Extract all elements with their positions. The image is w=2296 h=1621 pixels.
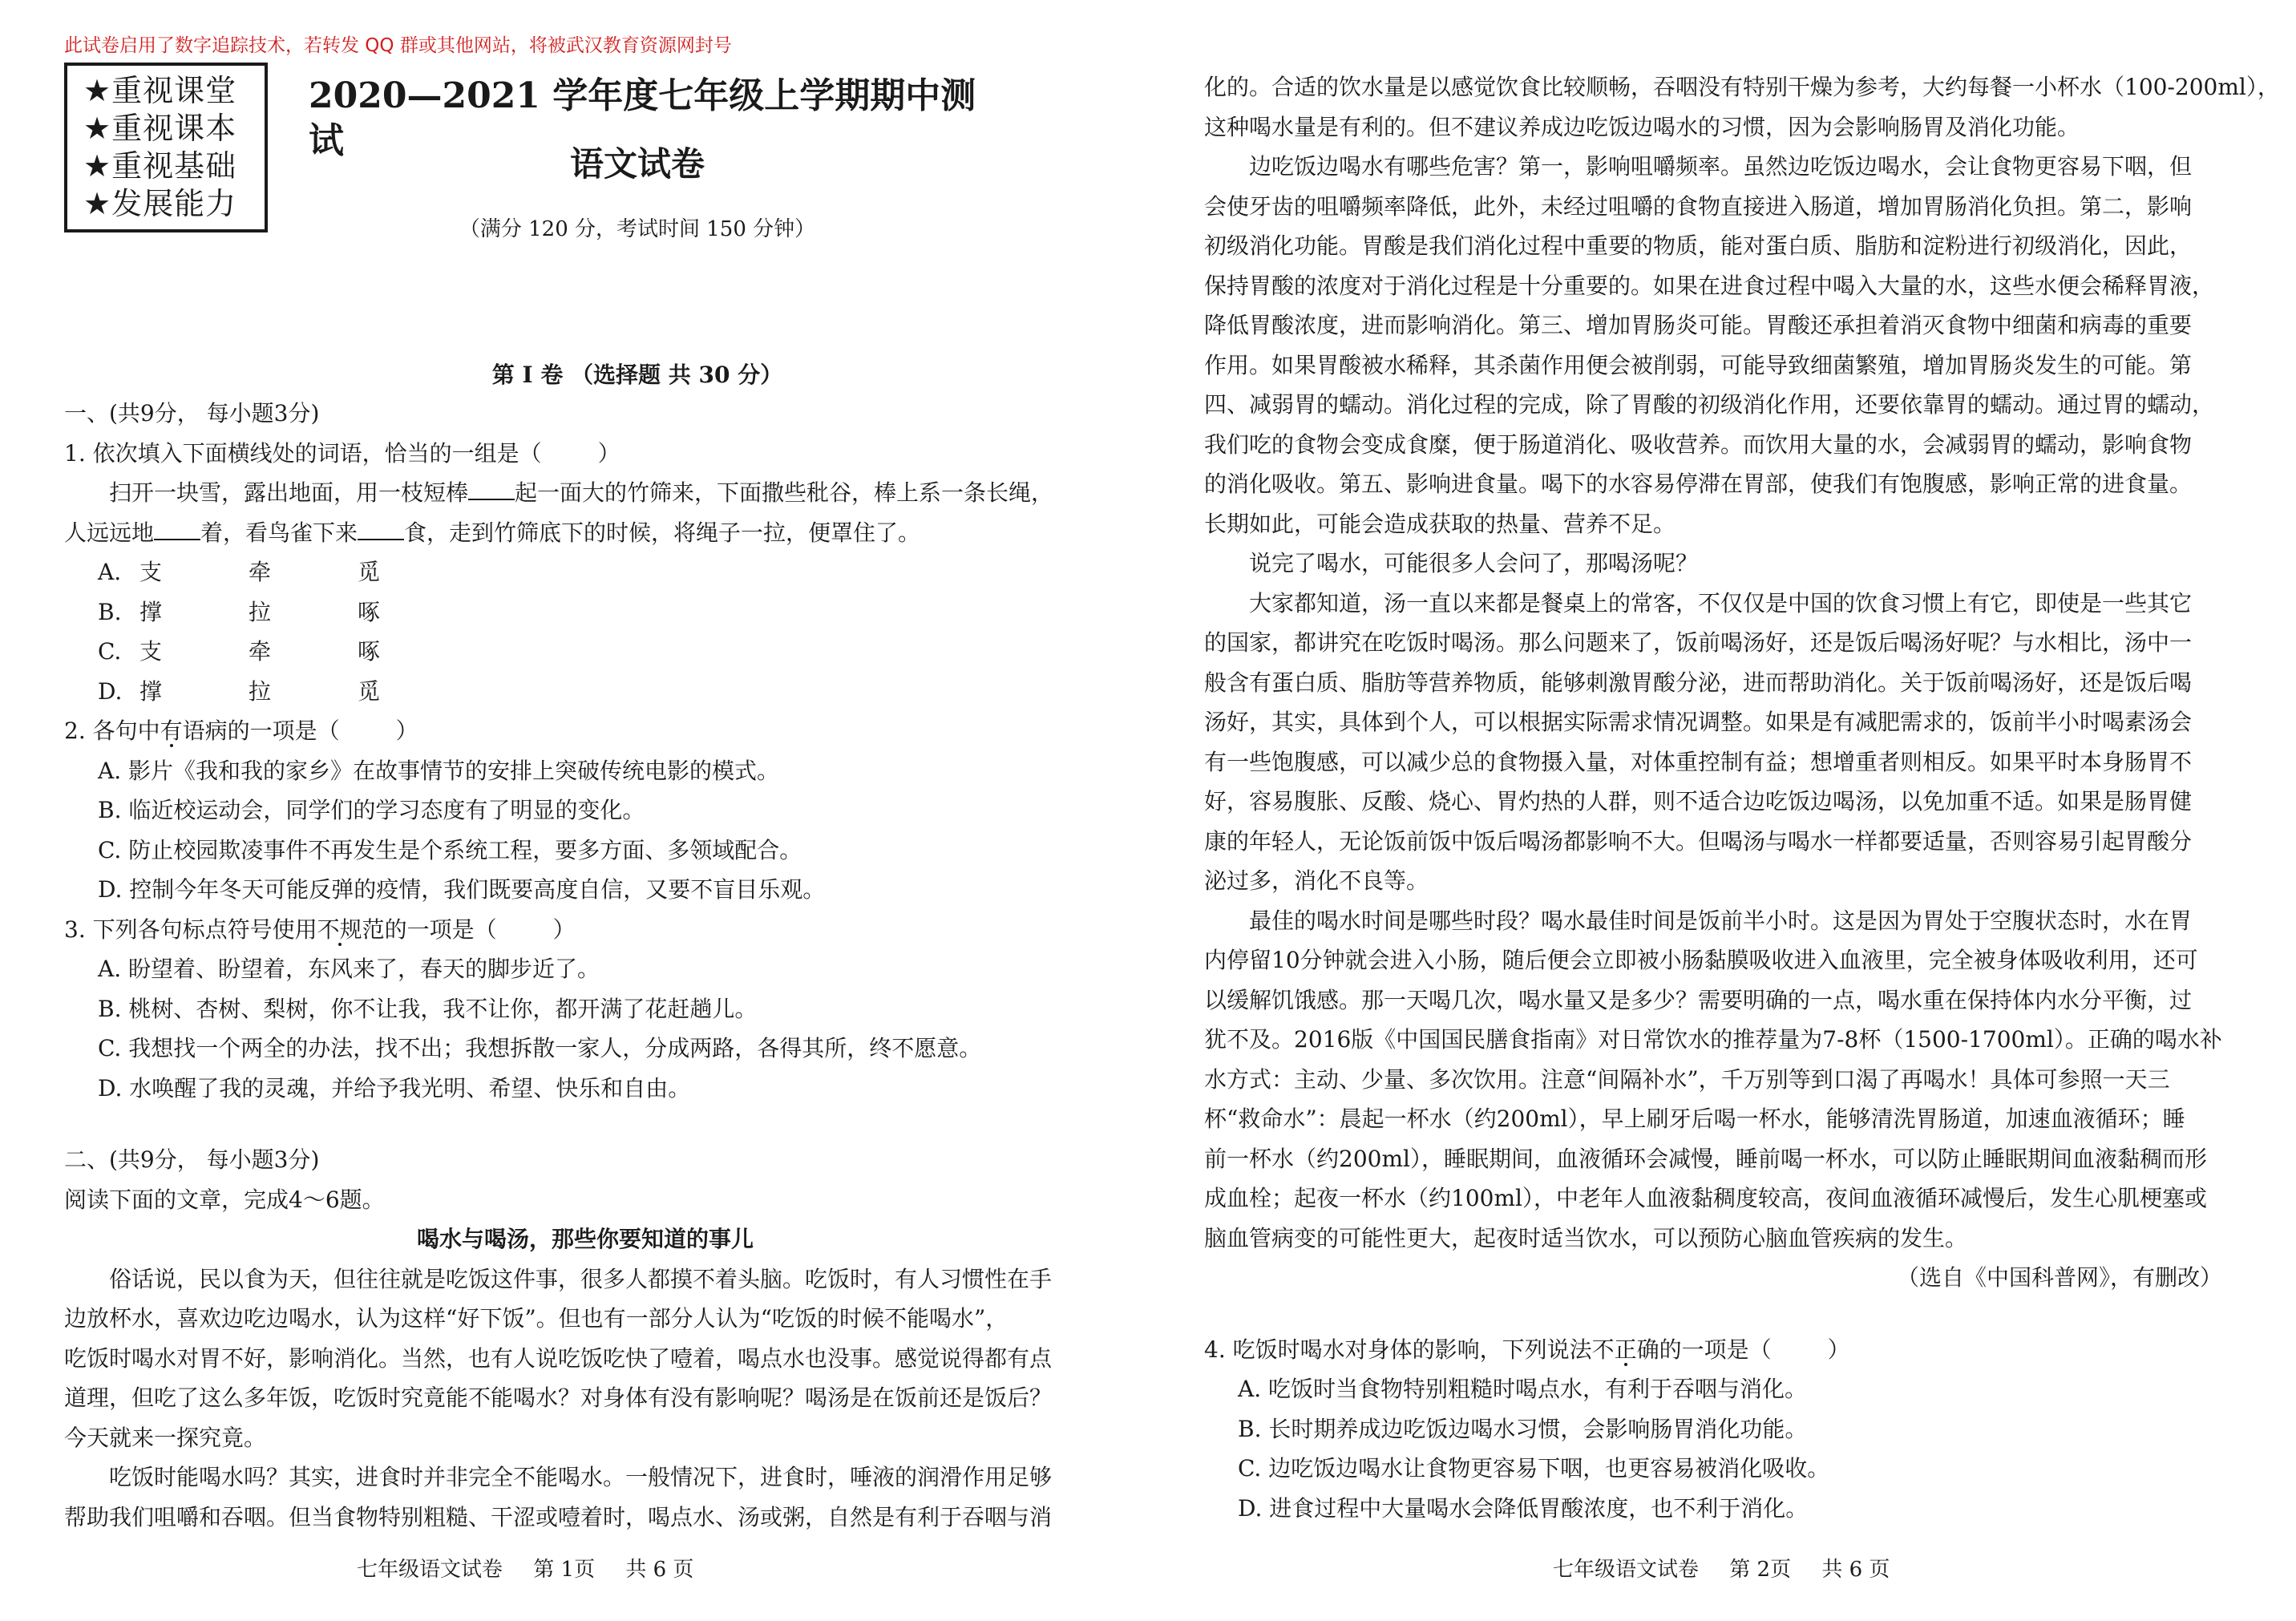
answer-blank: [154, 518, 200, 540]
exam-title: 2020—2021 学年度七年级上学期期中测试: [309, 75, 976, 161]
article-line: 吃饭时能喝水吗？其实，进食时并非完全不能喝水。一般情况下，进食时，唾液的润滑作用足够: [109, 1464, 1053, 1490]
article-line: 最佳的喝水时间是哪些时段？喝水最佳时间是饭前半小时。这是因为胃处于空腹状态时，水在胃: [1249, 907, 2193, 934]
answer-blank: [468, 478, 515, 500]
motto-line: ★重视课本: [83, 111, 237, 146]
option-b: B. 长时期养成边吃饭边喝水习惯，会影响肠胃消化功能。: [1238, 1415, 1808, 1442]
option-c: C. 防止校园欺凌事件不再发生是个系统工程，要多方面、多领域配合。: [98, 836, 802, 863]
option-a: A. 影片《我和我的家乡》在故事情节的安排上突破传统电影的模式。: [98, 757, 780, 784]
motto-line: ★重视课堂: [83, 73, 237, 108]
article-line: 以缓解饥饿感。那一天喝几次，喝水量又是多少？需要明确的一点，喝水重在保持体内水分平衡，过: [1204, 986, 2193, 1013]
question-stem-1: 1. 依次填入下面横线处的词语，恰当的一组是（ ）: [64, 439, 620, 467]
article-line: 康的年轻人，无论饭前饭中饭后喝汤都影响不大。但喝汤与喝水一样都要适量，否则容易引起胃酸分: [1204, 827, 2193, 855]
article-line: 般含有蛋白质、脂肪等营养物质，能够刺激胃酸分泌，进而帮助消化。关于饭前喝汤好，还是饭后喝: [1204, 669, 2193, 696]
motto-line: ★发展能力: [83, 186, 237, 221]
option-c: C. 支 牵 啄: [98, 638, 381, 665]
article-line: 吃饭时喝水对胃不好，影响消化。当然，也有人说吃饭吃快了噎着，喝点水也没事。感觉说得都有点: [64, 1344, 1053, 1372]
article-line: 今天就来一探究竟。: [64, 1424, 267, 1451]
article-line: 汤好，其实，具体到个人，可以根据实际需求情况调整。如果是有减肥需求的，饭前半小时喝素汤会: [1204, 709, 2193, 735]
page-footer: [357, 1555, 718, 1584]
page-footer: [1553, 1555, 1914, 1584]
article-line: 会使牙齿的咀嚼频率降低，此外，未经过咀嚼的食物直接进入肠道，增加胃肠消化负担。第二，影响: [1204, 192, 2193, 220]
article-line: 作用。如果胃酸被水稀释，其杀菌作用便会被削弱，可能导致细菌繁殖，增加胃肠炎发生的可能。第: [1204, 351, 2193, 378]
option-d: D. 控制今年冬天可能反弹的疫情，我们既要高度自信，又要不盲目乐观。: [98, 876, 826, 903]
part-header: 二、(共9分， 每小题3分): [64, 1146, 320, 1173]
subject-title: 语文试卷: [569, 144, 705, 184]
option-b: B. 临近校运动会，同学们的学习态度有了明显的变化。: [98, 797, 645, 823]
option-c: C. 边吃饭边喝水让食物更容易下咽，也更容易被消化吸收。: [1238, 1455, 1830, 1482]
article-line: 降低胃酸浓度，进而影响消化。第三、增加胃肠炎可能。胃酸还承担着消灭食物中细菌和病毒的重要: [1204, 312, 2193, 338]
article-line: 道理，但吃了这么多年饭，吃饭时究竟能不能喝水？对身体有没有影响呢？喝汤是在饭前还是饭后？: [64, 1385, 1053, 1411]
article-line: 有一些饱腹感，可以减少总的食物摄入量，对体重控制有益；想增重者则相反。如果平时本身肠胃不: [1204, 748, 2193, 775]
option-a: A. 支 牵 觅: [98, 559, 381, 585]
article-line: 脑血管病变的可能性更大，起夜时适当饮水，可以预防心脑血管疾病的发生。: [1204, 1224, 1968, 1251]
article-line: 好，容易腹胀、反酸、烧心、胃灼热的人群，则不适合边吃饭边喝汤，以免加重不适。如果是肠胃健: [1204, 788, 2193, 815]
footer-page: 第 1页: [533, 1558, 596, 1582]
article-line: 杯“救命水”：晨起一杯水（约200ml），早上刷牙后喝一杯水，能够清洗胃肠道，加速血液循环；睡: [1204, 1106, 2185, 1132]
article-line: 大家都知道，汤一直以来都是餐桌上的常客，不仅仅是中国的饮食习惯上有它，即使是一些其它: [1249, 589, 2193, 616]
article-line: 化的。合适的饮水量是以感觉饮食比较顺畅，吞咽没有特别干燥为参考，大约每餐一小杯水（100-200ml），: [1204, 74, 2280, 100]
option-c: C. 我想找一个两全的办法，找不出；我想拆散一家人，分成两路，各得其所，终不愿意。: [98, 1035, 982, 1061]
section-title: 第 I 卷 （选择题 共 30 分）: [491, 362, 783, 388]
article-line: 边放杯水，喜欢边吃边喝水，认为这样“好下饭”。但也有一部分人认为“吃饭的时候不能喝水”，: [64, 1305, 1009, 1332]
exam-info: （满分 120 分，考试时间 150 分钟）: [459, 217, 816, 241]
option-d: D. 撑 拉 觅: [98, 677, 381, 705]
right-column: [1204, 67, 2280, 1528]
article-line: 泌过多，消化不良等。: [1204, 867, 1429, 894]
article-line: 的国家，都讲究在吃饭时喝汤。那么问题来了，饭前喝汤好，还是饭后喝汤好呢？与水相比，汤中一: [1204, 629, 2193, 656]
article-line: 保持胃酸的浓度对于消化过程是十分重要的。如果在进食过程中喝入大量的水，这些水便会稀释胃液，: [1204, 272, 2215, 299]
option-b: B. 桃树、杏树、梨树，你不让我，我不让你，都开满了花赶趟儿。: [98, 995, 758, 1022]
article-line: 说完了喝水，可能很多人会问了，那喝汤呢？: [1249, 550, 1699, 576]
article-line: 犹不及。2016版《中国国民膳食指南》对日常饮水的推荐量为7-8杯（1500-1700ml）。正确的喝水补: [1204, 1026, 2222, 1053]
article-line: 这种喝水量是有利的。但不建议养成边吃饭边喝水的习惯，因为会影响肠胃及消化功能。: [1204, 113, 2080, 140]
article-line: 帮助我们咀嚼和吞咽。但当食物特别粗糙、干涩或噎着时，喝点水、汤或粥，自然是有利于吞咽与消: [64, 1503, 1053, 1530]
left-column: [64, 394, 1106, 1537]
article-line: 我们吃的食物会变成食糜，便于肠道消化、吸收营养。而饮用大量的水，会减弱胃的蠕动，影响食物: [1204, 431, 2193, 458]
option-a: A. 盼望着、盼望着，东风来了，春天的脚步近了。: [98, 956, 600, 982]
answer-blank: [358, 518, 404, 540]
article-line: 内停留10分钟就会进入小肠，随后便会立即被小肠黏膜吸收进入血液里，完全被身体吸收利用，还可: [1204, 947, 2198, 973]
option-d: D. 进食过程中大量喝水会降低胃酸浓度，也不利于消化。: [1238, 1494, 1809, 1522]
article-line: 的消化吸收。第五、影响进食量。喝下的水容易停滞在胃部，使我们有饱腹感，影响正常的进食量。: [1204, 471, 2193, 497]
article-source: （选自《中国科普网》，有删改）: [1896, 1264, 2222, 1291]
article-line: 初级消化功能。胃酸是我们消化过程中重要的物质，能对蛋白质、脂肪和淀粉进行初级消化，因此，: [1204, 232, 2193, 259]
article-line: 四、减弱胃的蠕动。消化过程的完成，除了胃酸的初级消化作用，还要依靠胃的蠕动。通过胃的蠕动，: [1204, 391, 2215, 418]
question-1-passage: 扫开一块雪，露出地面，用一枝短棒 起一面大的竹筛来，下面撒些秕谷，棒上系一条长绳，: [109, 479, 1054, 506]
tracking-notice: 此试卷启用了数字追踪技术，若转发 QQ 群或其他网站，将被武汉教育资源网封号: [64, 35, 732, 56]
footer-page: 第 2页: [1729, 1558, 1792, 1582]
part-header: 一、(共9分， 每小题3分): [64, 400, 320, 426]
article-line: 边吃饭边喝水有哪些危害？第一，影响咀嚼频率。虽然边吃饭边喝水，会让食物更容易下咽，但: [1249, 153, 2193, 180]
option-b: B. 撑 拉 啄: [98, 598, 381, 625]
article-line: 俗话说，民以食为天，但往往就是吃饭这件事，很多人都摸不着头脑。吃饭时，有人习惯性在手: [109, 1265, 1053, 1292]
article-title: 喝水与喝汤，那些你要知道的事儿: [416, 1226, 754, 1252]
question-stem-2: 2. 各句中有语病的一项是（ ）: [64, 718, 418, 744]
article-line: 成血栓；起夜一杯水（约100ml），中老年人血液黏稠度较高，夜间血液循环减慢后，发生心肌梗塞或: [1204, 1185, 2207, 1211]
option-a: A. 吃饭时当食物特别粗糙时喝点水，有利于吞咽与消化。: [1238, 1376, 1808, 1402]
question-stem-4: 4. 吃饭时喝水对身体的影响，下列说法不正确的一项是（ ）: [1204, 1336, 1850, 1363]
motto-line: ★重视基础: [83, 148, 237, 184]
question-stem-3: 3. 下列各句标点符号使用不规范的一项是（ ）: [64, 916, 576, 943]
article-line: 长期如此，可能会造成获取的热量、营养不足。: [1204, 510, 1676, 537]
question-1-passage: 人远远地 着，看鸟雀下来 食，走到竹筛底下的时候，将绳子一拉，便罩住了。: [64, 519, 921, 546]
reading-instruction: 阅读下面的文章，完成4～6题。: [64, 1186, 385, 1213]
footer-name: 七年级语文试卷: [357, 1558, 503, 1582]
footer-total: 共 6 页: [1821, 1558, 1890, 1582]
option-d: D. 水唤醒了我的灵魂，并给予我光明、希望、快乐和自由。: [98, 1074, 691, 1102]
footer-total: 共 6 页: [625, 1558, 694, 1582]
article-line: 前一杯水（约200ml），睡眠期间，血液循环会减慢，睡前喝一杯水，可以防止睡眠期间血液黏稠而形: [1204, 1145, 2207, 1172]
article-line: 水方式：主动、少量、多次饮用。注意“间隔补水”，千万别等到口渴了再喝水！具体可参照一天三: [1204, 1065, 2170, 1093]
exam-page-2: [1148, 0, 2296, 1621]
footer-name: 七年级语文试卷: [1553, 1558, 1700, 1582]
